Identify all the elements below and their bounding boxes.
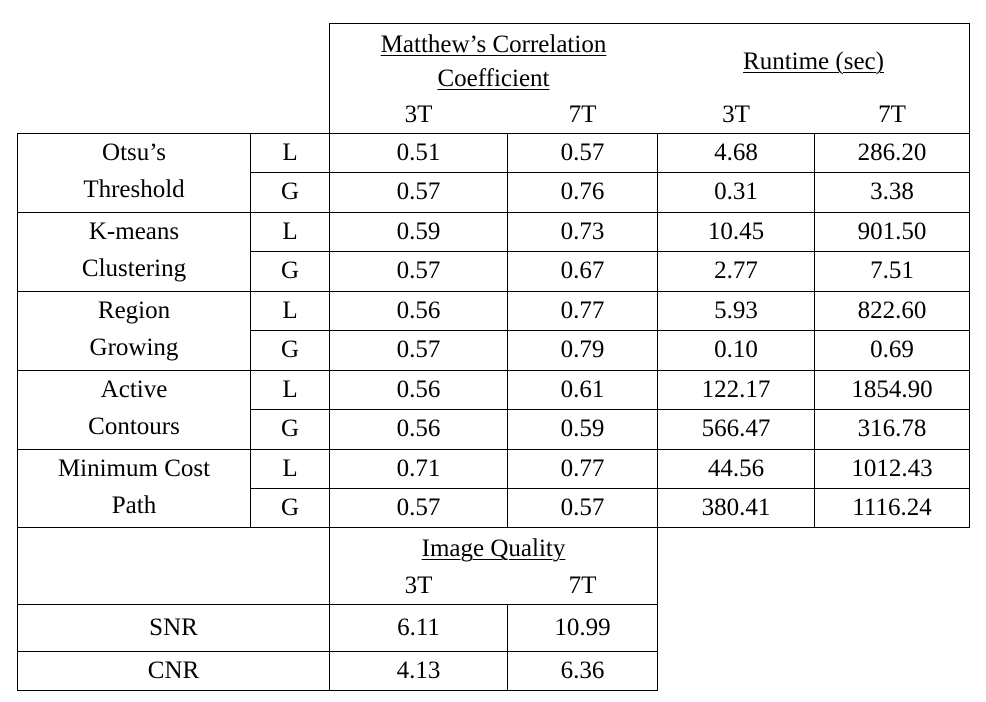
runtime-3t-cell: 122.17 [701, 376, 771, 403]
rule [17, 527, 970, 528]
mcc-3t-cell: 0.51 [396, 139, 441, 166]
mcc-3t-cell: 0.56 [396, 297, 441, 324]
method-name-line2: Path [111, 492, 157, 519]
row-type-cell: L [282, 139, 298, 166]
runtime-3t-cell: 0.31 [714, 178, 758, 205]
runtime-7t-cell: 286.20 [857, 139, 927, 166]
runtime-7t-cell: 0.69 [870, 336, 914, 363]
method-name-line2: Threshold [83, 176, 185, 203]
quality-row-label: CNR [147, 657, 200, 684]
column-header-runtime-7t: 7T [878, 101, 906, 128]
mcc-3t-cell: 0.56 [396, 415, 441, 442]
method-name-line1: Active [100, 376, 168, 403]
runtime-7t-cell: 7.51 [870, 257, 914, 284]
row-type-cell: G [280, 494, 300, 521]
mcc-3t-cell: 0.71 [396, 455, 441, 482]
mcc-header-line1: Matthew’s Correlation [380, 31, 607, 58]
mcc-7t-cell: 0.77 [560, 455, 605, 482]
quality-cell: 6.36 [560, 657, 605, 684]
runtime-7t-cell: 1116.24 [852, 494, 932, 521]
runtime-7t-cell: 1012.43 [851, 455, 933, 482]
mcc-7t-cell: 0.79 [560, 336, 605, 363]
mcc-7t-cell: 0.61 [560, 376, 605, 403]
runtime-7t-cell: 1854.90 [851, 376, 933, 403]
rule [329, 23, 970, 24]
runtime-7t-cell: 316.78 [857, 415, 927, 442]
quality-header-7t: 7T [568, 572, 597, 599]
runtime-header: Runtime (sec) [743, 48, 884, 75]
runtime-3t-cell: 44.56 [707, 455, 765, 482]
runtime-7t-cell: 901.50 [857, 218, 927, 245]
rule [969, 23, 970, 528]
mcc-3t-cell: 0.57 [396, 178, 441, 205]
image-quality-header: Image Quality [421, 535, 566, 562]
row-type-cell: L [282, 455, 298, 482]
mcc-7t-cell: 0.67 [560, 257, 605, 284]
mcc-7t-cell: 0.77 [560, 297, 605, 324]
quality-cell: 6.11 [397, 614, 440, 641]
runtime-7t-cell: 822.60 [857, 297, 927, 324]
runtime-3t-cell: 0.10 [714, 336, 758, 363]
mcc-3t-cell: 0.57 [396, 257, 441, 284]
column-header-runtime-3t: 3T [722, 101, 750, 128]
method-name-line1: Otsu’s [102, 139, 166, 166]
runtime-3t-cell: 566.47 [701, 415, 771, 442]
method-name-line2: Growing [89, 334, 179, 361]
row-type-cell: G [280, 178, 300, 205]
row-type-cell: L [282, 297, 298, 324]
quality-header-3t: 3T [404, 572, 433, 599]
mcc-7t-cell: 0.76 [560, 178, 605, 205]
runtime-3t-cell: 2.77 [714, 257, 758, 284]
mcc-3t-cell: 0.57 [396, 494, 441, 521]
mcc-7t-cell: 0.73 [560, 218, 605, 245]
row-type-cell: L [282, 218, 298, 245]
method-name-line1: K-means [88, 218, 180, 245]
method-name-line2: Contours [88, 413, 180, 440]
mcc-3t-cell: 0.59 [396, 218, 441, 245]
runtime-3t-cell: 4.68 [714, 139, 758, 166]
mcc-7t-cell: 0.57 [560, 494, 605, 521]
mcc-7t-cell: 0.59 [560, 415, 605, 442]
mcc-header-line2: Coefficient [437, 65, 550, 92]
row-type-cell: G [280, 415, 300, 442]
row-type-cell: L [282, 376, 298, 403]
mcc-7t-cell: 0.57 [560, 139, 605, 166]
method-name-line1: Region [97, 297, 171, 324]
column-header-mcc-3t: 3T [404, 101, 433, 128]
runtime-3t-cell: 5.93 [714, 297, 758, 324]
quality-row-label: SNR [149, 614, 198, 641]
runtime-3t-cell: 380.41 [701, 494, 771, 521]
method-name-line2: Clustering [81, 255, 187, 282]
runtime-7t-cell: 3.38 [870, 178, 914, 205]
column-header-mcc-7t: 7T [568, 101, 597, 128]
mcc-3t-cell: 0.56 [396, 376, 441, 403]
method-name-line1: Minimum Cost [57, 455, 211, 482]
quality-cell: 4.13 [396, 657, 441, 684]
row-type-cell: G [280, 336, 300, 363]
quality-cell: 10.99 [554, 614, 611, 641]
mcc-3t-cell: 0.57 [396, 336, 441, 363]
runtime-3t-cell: 10.45 [707, 218, 765, 245]
rule [17, 690, 658, 691]
row-type-cell: G [280, 257, 300, 284]
